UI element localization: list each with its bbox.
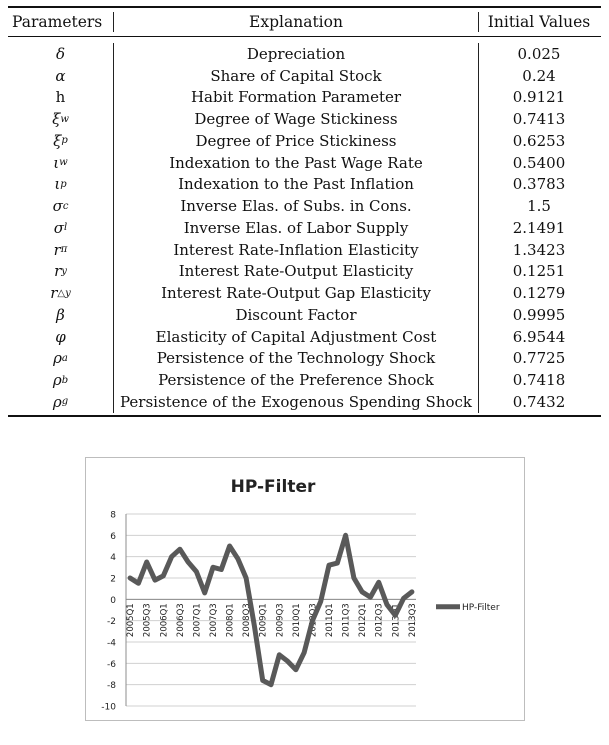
param-value: 0.7413 [512,110,566,129]
param-value: 0.1279 [512,284,566,303]
param-symbol: r △y [8,282,114,304]
param-explanation: Persistence of the Technology Shock [114,348,479,370]
param-value: 1.5 [527,197,551,216]
x-tick-label: 2006Q1 [159,603,170,638]
table-bottom-rule [8,415,601,417]
table-row [8,369,601,391]
y-tick-label: 4 [110,553,116,564]
table-row [8,130,601,152]
x-tick-label: 2006Q3 [175,603,186,638]
param-explanation: Interest Rate-Output Elasticity [114,261,479,283]
header-explanation: Explanation [114,12,479,32]
legend-label: HP-Filter [462,602,500,613]
table-row [8,87,601,109]
param-explanation: Habit Formation Parameter [114,87,479,109]
param-value: 2.1491 [512,218,566,237]
param-value: 0.1251 [512,262,566,281]
table-row [8,282,601,304]
table-row [8,261,601,283]
x-tick-label: 2013Q1 [391,603,402,638]
param-value: 0.025 [517,44,561,63]
x-tick-label: 2009Q1 [258,603,269,638]
param-symbol: ξ p [8,130,114,152]
param-symbol: ρ b [8,369,114,391]
table-row [8,174,601,196]
y-tick-label: -10 [101,702,116,713]
x-tick-label: 2008Q3 [242,603,253,638]
param-explanation: Inverse Elas. of Labor Supply [114,217,479,239]
param-value: 0.3783 [512,175,566,194]
x-tick-label: 2012Q1 [358,603,369,638]
param-explanation: Indexation to the Past Wage Rate [114,152,479,174]
table-row [8,108,601,130]
param-symbol: σ l [8,217,114,239]
table-row [8,217,601,239]
param-symbol: r π [8,239,114,261]
table-row [8,391,601,413]
x-tick-label: 2011Q3 [341,603,352,638]
param-explanation: Degree of Price Stickiness [114,130,479,152]
x-tick-label: 2005Q1 [126,603,137,638]
y-tick-label: -8 [107,681,116,692]
chart-title: HP-Filter [230,477,316,497]
hp-filter-chart [85,457,525,721]
x-tick-label: 2009Q3 [275,603,286,638]
x-tick-label: 2012Q3 [374,603,385,638]
param-value: 0.7725 [512,349,566,368]
parameters-table [8,6,601,417]
y-tick-label: -6 [107,659,116,670]
param-symbol: ι p [8,174,114,196]
table-row [8,43,601,65]
param-explanation: Degree of Wage Stickiness [114,108,479,130]
y-tick-label: 2 [110,574,116,585]
x-tick-label: 2007Q3 [209,603,219,638]
param-explanation: Depreciation [114,43,479,65]
x-tick-label: 2013Q3 [407,603,418,638]
param-symbol: δ [8,43,114,65]
table-row [8,152,601,174]
y-tick-label: 0 [110,595,116,606]
param-value: 0.5400 [512,153,566,172]
param-value: 0.6253 [512,131,566,150]
param-explanation: Persistence of the Exogenous Spending Shock [114,391,479,413]
x-tick-label: 2011Q1 [325,603,335,638]
param-symbol: α [8,65,114,87]
param-symbol: ξ w [8,108,114,130]
table-row [8,304,601,326]
table-row [8,239,601,261]
param-explanation: Interest Rate-Output Gap Elasticity [114,282,479,304]
param-explanation: Interest Rate-Inflation Elasticity [114,239,479,261]
param-value: 0.7432 [512,392,566,411]
x-tick-label: 2005Q3 [142,603,153,638]
param-value: 0.9121 [512,88,566,107]
table-row [8,326,601,348]
table-body [8,37,601,413]
chart-svg [86,458,524,720]
param-symbol: φ [8,326,114,348]
x-tick-label: 2008Q1 [225,603,236,638]
table-row [8,65,601,87]
series-line [130,535,412,684]
param-symbol: r y [8,261,114,283]
header-initial-values: Initial Values [487,13,591,31]
header-parameters: Parameters [8,12,114,32]
param-explanation: Inverse Elas. of Subs. in Cons. [114,195,479,217]
table-header [8,8,601,36]
table-row [8,195,601,217]
param-symbol: ρ a [8,348,114,370]
y-tick-label: 8 [110,510,116,521]
y-tick-label: 6 [110,531,116,542]
param-value: 1.3423 [512,240,566,259]
param-value: 0.7418 [512,371,566,390]
param-explanation: Discount Factor [114,304,479,326]
y-tick-label: -2 [107,617,116,628]
param-symbol: ρ g [8,391,114,413]
param-explanation: Persistence of the Preference Shock [114,369,479,391]
param-value: 0.9995 [512,305,566,324]
param-value: 0.24 [522,66,556,85]
param-symbol: h [8,87,114,109]
param-symbol: ι w [8,152,114,174]
x-tick-label: 2010Q1 [291,603,302,638]
param-explanation: Share of Capital Stock [114,65,479,87]
param-symbol: β [8,304,114,326]
param-value: 6.9544 [512,327,566,346]
param-symbol: σ c [8,195,114,217]
table-row [8,348,601,370]
y-tick-label: -4 [107,638,116,649]
param-explanation: Indexation to the Past Inflation [114,174,479,196]
x-tick-label: 2007Q1 [192,603,203,638]
x-tick-label: 2010Q3 [308,603,319,638]
param-explanation: Elasticity of Capital Adjustment Cost [114,326,479,348]
